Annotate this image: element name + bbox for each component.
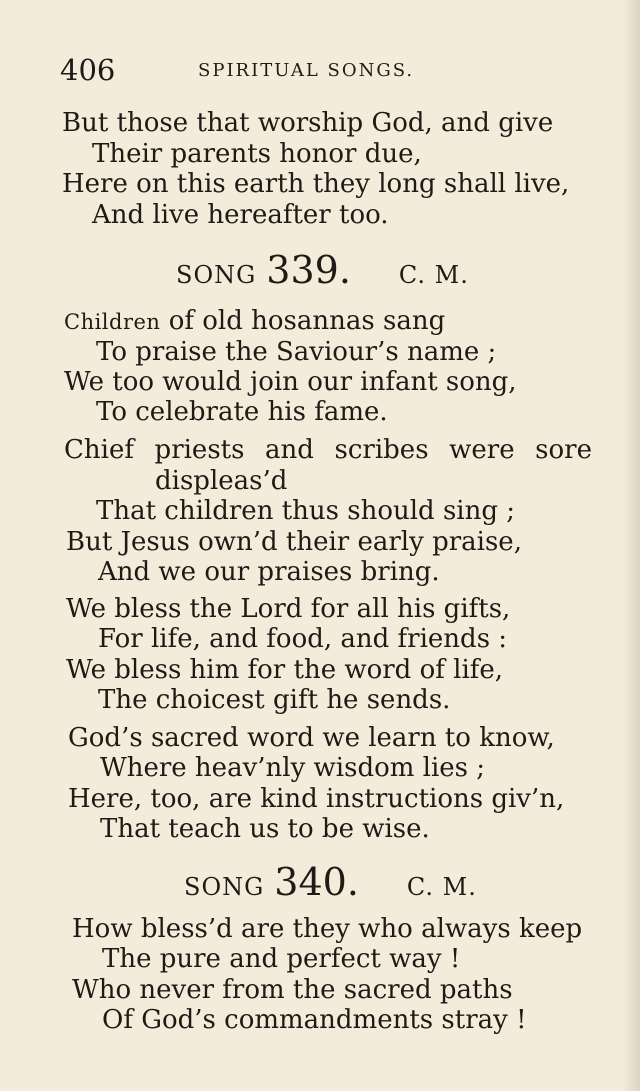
verse-line: To praise the Saviour’s name ; [96,337,497,367]
verse-line: We bless the Lord for all his gifts, [66,594,511,624]
word: priests [154,435,245,465]
song-label: SONG [176,261,257,289]
song-340-title [184,860,477,912]
page-edge-shadow [622,0,640,1091]
song-meter: C. M. [406,873,477,901]
song-label: SONG [184,873,265,901]
verse-line: That children thus should sing ; [96,496,516,526]
verse-line: displeas’d [155,466,288,496]
verse-line: The pure and perfect way ! [102,944,461,974]
page-header [60,52,600,88]
verse-line: That teach us to be wise. [100,814,430,844]
word: Chief [64,435,134,465]
verse-line: Here, too, are kind instructions giv’n, [68,784,565,814]
verse-line: But Jesus own’d their early praise, [66,527,522,557]
song-meter: C. M. [398,261,469,289]
verse-line: Who never from the sacred paths [72,975,513,1005]
verse-line: And we our praises bring. [98,557,440,587]
word: were [449,435,515,465]
verse-line: The choicest gift he sends. [98,685,451,715]
verse-line: But those that worship God, and give [62,108,554,138]
song-number: 339. [266,248,351,292]
verse-line: Their parents honor due, [92,139,422,169]
first-line-rest: of old hosannas sang [160,306,446,336]
word: scribes [334,435,429,465]
verse-line: We bless him for the word of life, [66,655,504,685]
verse-line: Here on this earth they long shall live, [62,169,570,199]
verse-line [64,435,592,465]
page-number: 406 [60,53,116,87]
verse-line: For life, and food, and friends : [98,624,508,654]
word: and [265,435,314,465]
word: sore [535,435,592,465]
verse-line: God’s sacred word we learn to know, [68,723,555,753]
verse-line: Of God’s commandments stray ! [102,1005,527,1035]
song-number: 340. [274,860,359,904]
verse-line: We too would join our infant song, [64,367,517,397]
verse-line: How bless’d are they who always keep [72,914,583,944]
running-head: SPIRITUAL SONGS. [198,60,415,81]
verse-line [64,306,445,337]
verse-line: And live hereafter too. [92,200,389,230]
song-339-title [176,248,469,300]
first-word-small-caps: Children [64,310,161,334]
verse-line: To celebrate his fame. [96,397,388,427]
verse-line: Where heav’nly wisdom lies ; [100,753,486,783]
